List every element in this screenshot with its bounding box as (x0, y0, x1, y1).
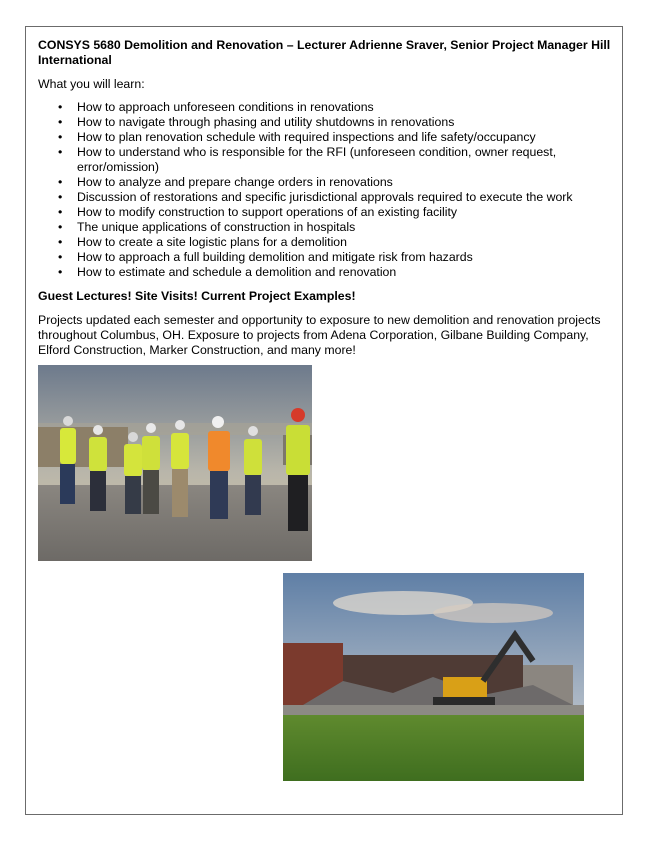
bullet-icon: • (58, 265, 63, 279)
list-item (38, 220, 618, 235)
list-item (38, 265, 618, 280)
list-item (38, 190, 618, 205)
topic-text: How to create a site logistic plans for a demolition (77, 235, 347, 249)
topic-text: How to analyze and prepare change orders in renovations (77, 175, 393, 189)
bullet-icon: • (58, 115, 63, 129)
list-item (38, 235, 618, 250)
list-item (38, 100, 618, 115)
list-item (38, 115, 618, 130)
topic-list (38, 100, 618, 280)
topic-text: The unique applications of construction in hospitals (77, 220, 356, 234)
guest-heading: Guest Lectures! Site Visits! Current Project Examples! (38, 289, 356, 303)
course-title: CONSYS 5680 Demolition and Renovation – Lecturer Adrienne Sraver, Senior Project Manager Hill International (38, 38, 611, 67)
topic-text: How to understand who is responsible for the RFI (unforeseen condition, owner request, error/omission) (77, 145, 557, 174)
topic-text: How to approach unforeseen conditions in renovations (77, 100, 374, 114)
list-item (38, 205, 618, 220)
course-flyer (38, 38, 618, 358)
bullet-icon: • (58, 100, 63, 114)
list-item (38, 250, 618, 265)
topic-text: How to plan renovation schedule with required inspections and life safety/occupancy (77, 130, 536, 144)
bullet-icon: • (58, 190, 63, 204)
group-photo-icon (38, 365, 312, 561)
learn-intro: What you will learn: (38, 77, 145, 91)
list-item (38, 145, 618, 175)
description-paragraph: Projects updated each semester and opportunity to exposure to new demolition and renovation projects throughout Columbus, OH. Exposure to projects from Adena Corporation, Gilbane Building Company, Elford Construction, Marker Construction, and many more! (38, 313, 601, 357)
topic-text: How to approach a full building demolition and mitigate risk from hazards (77, 250, 473, 264)
demolition-photo (283, 573, 584, 781)
demolition-photo-icon (283, 573, 584, 781)
bullet-icon: • (58, 205, 63, 219)
bullet-icon: • (58, 130, 63, 144)
topic-text: How to modify construction to support operations of an existing facility (77, 205, 458, 219)
bullet-icon: • (58, 220, 63, 234)
bullet-icon: • (58, 250, 63, 264)
topic-text: How to navigate through phasing and utility shutdowns in renovations (77, 115, 455, 129)
bullet-icon: • (58, 235, 63, 249)
site-visit-photo (38, 365, 312, 561)
list-item (38, 175, 618, 190)
list-item (38, 130, 618, 145)
bullet-icon: • (58, 175, 63, 189)
topic-text: Discussion of restorations and specific jurisdictional approvals required to execute the work (77, 190, 573, 204)
topic-text: How to estimate and schedule a demolition and renovation (77, 265, 397, 279)
bullet-icon: • (58, 145, 63, 159)
